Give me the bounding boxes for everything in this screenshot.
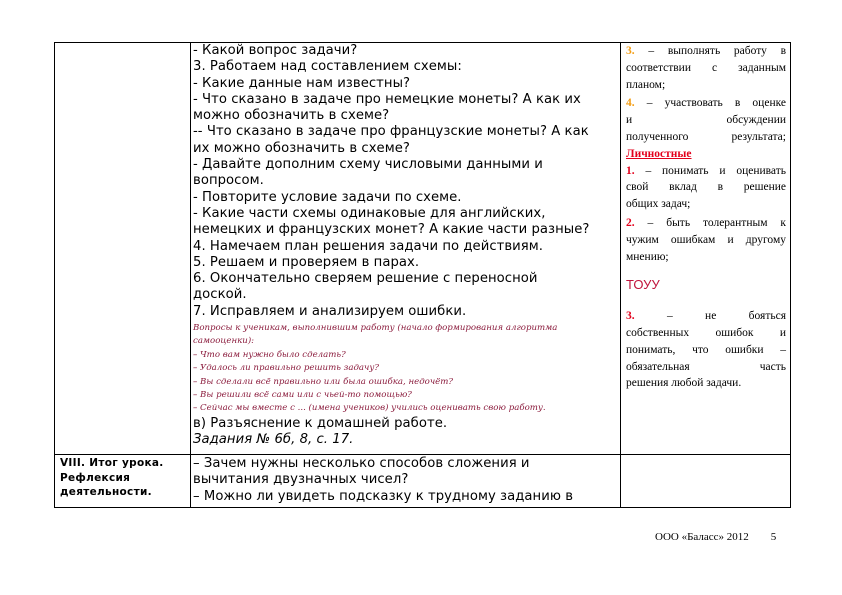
- item-number: 3.: [626, 310, 635, 323]
- text-line: вычитания двузначных чисел?: [193, 472, 409, 488]
- self-assessment-question: – Удалось ли правильно решить задачу?: [193, 363, 379, 374]
- stage-title: VIII. Итог урока.: [60, 457, 164, 469]
- table-right-border: [790, 42, 791, 508]
- row-divider: [54, 454, 791, 455]
- text-line: 6. Окончательно сверяем решение с переносной: [193, 271, 538, 287]
- text-line: 5. Решаем и проверяем в парах.: [193, 254, 420, 270]
- text-line: - Какие части схемы одинаковые для английских,: [193, 205, 546, 221]
- table-bottom-border: [54, 507, 791, 508]
- page-number: 5: [770, 531, 777, 543]
- footer-company: ООО «Баласс» 2012: [655, 531, 749, 543]
- text-line: немецких и французских монет? А какие части разные?: [193, 222, 590, 238]
- stage-subtitle: деятельности.: [60, 486, 152, 498]
- page-footer: [655, 531, 776, 543]
- text-line: – Можно ли увидеть подсказку к трудному заданию в: [193, 488, 574, 504]
- text-line: вопросом.: [193, 173, 264, 189]
- text-line: - Повторите условие задачи по схеме.: [193, 189, 462, 205]
- text-line: 7. Исправляем и анализируем ошибки.: [193, 303, 467, 319]
- text-line: – Зачем нужны несколько способов сложения и: [193, 456, 530, 471]
- item-number: 3.: [626, 45, 635, 57]
- text-line: -- Что сказано в задаче про французские монеты? А как: [193, 124, 589, 140]
- self-assessment-question: – Сейчас мы вместе с ... (имена учеников) учились оценивать свою работу.: [193, 403, 546, 414]
- personal-heading: Личностные: [626, 147, 692, 160]
- stage-subtitle: Рефлексия: [60, 471, 131, 484]
- self-assessment-question: – Вы сделали всё правильно или была ошибка, недочёт?: [193, 376, 454, 387]
- homework-line: в) Разъяснение к домашней работе.: [193, 415, 448, 431]
- text-line: доской.: [193, 287, 247, 303]
- text-line: можно обозначить в схеме?: [193, 108, 390, 124]
- self-assessment-note: самооценки):: [193, 336, 255, 347]
- item-number: 2.: [626, 216, 635, 229]
- text-line: - Какой вопрос задачи?: [193, 43, 358, 58]
- item-number: 4.: [626, 97, 635, 110]
- lesson-stage-cell: [60, 456, 192, 500]
- self-assessment-question: – Вы решили всё сами или с чьей-то помощью?: [193, 390, 412, 401]
- homework-task: Задания № 6б, 8, с. 17.: [193, 432, 354, 448]
- text-line: 4. Намечаем план решения задачи по действиям.: [193, 238, 544, 254]
- text-line: - Какие данные нам известны?: [193, 75, 411, 91]
- touu-heading: ТОУУ: [626, 277, 660, 293]
- reflection-questions-cell: [193, 456, 621, 505]
- text-line: их можно обозначить в схеме?: [193, 140, 410, 156]
- learning-outcomes-cell: 3. – выполнять работу в соответствии с заданным планом; 4. – участвовать в оценке и обсуждении полученного результата; Личностные 1. – понимать и оценивать свой вклад в решение общих задач; 2. – быть толерантным к чужим ошибкам и другому мнению; ТОУУ 3. – не бояться собственных ошибок и понимать, что ошибки – обязательная часть решения любой задачи.: [626, 45, 786, 390]
- self-assessment-question: – Что вам нужно было сделать?: [193, 349, 346, 360]
- text-line: - Давайте дополним схему числовыми данными и: [193, 157, 543, 173]
- teacher-activity-cell: [193, 43, 621, 448]
- table-left-border: [54, 42, 55, 508]
- column-divider-1: [190, 42, 191, 508]
- text-line: 3. Работаем над составлением схемы:: [193, 59, 462, 75]
- self-assessment-note: Вопросы к ученикам, выполнившим работу (начало формирования алгоритма: [193, 323, 558, 334]
- item-number: 1.: [626, 164, 635, 177]
- text-line: - Что сказано в задаче про немецкие монеты? А как их: [193, 91, 581, 107]
